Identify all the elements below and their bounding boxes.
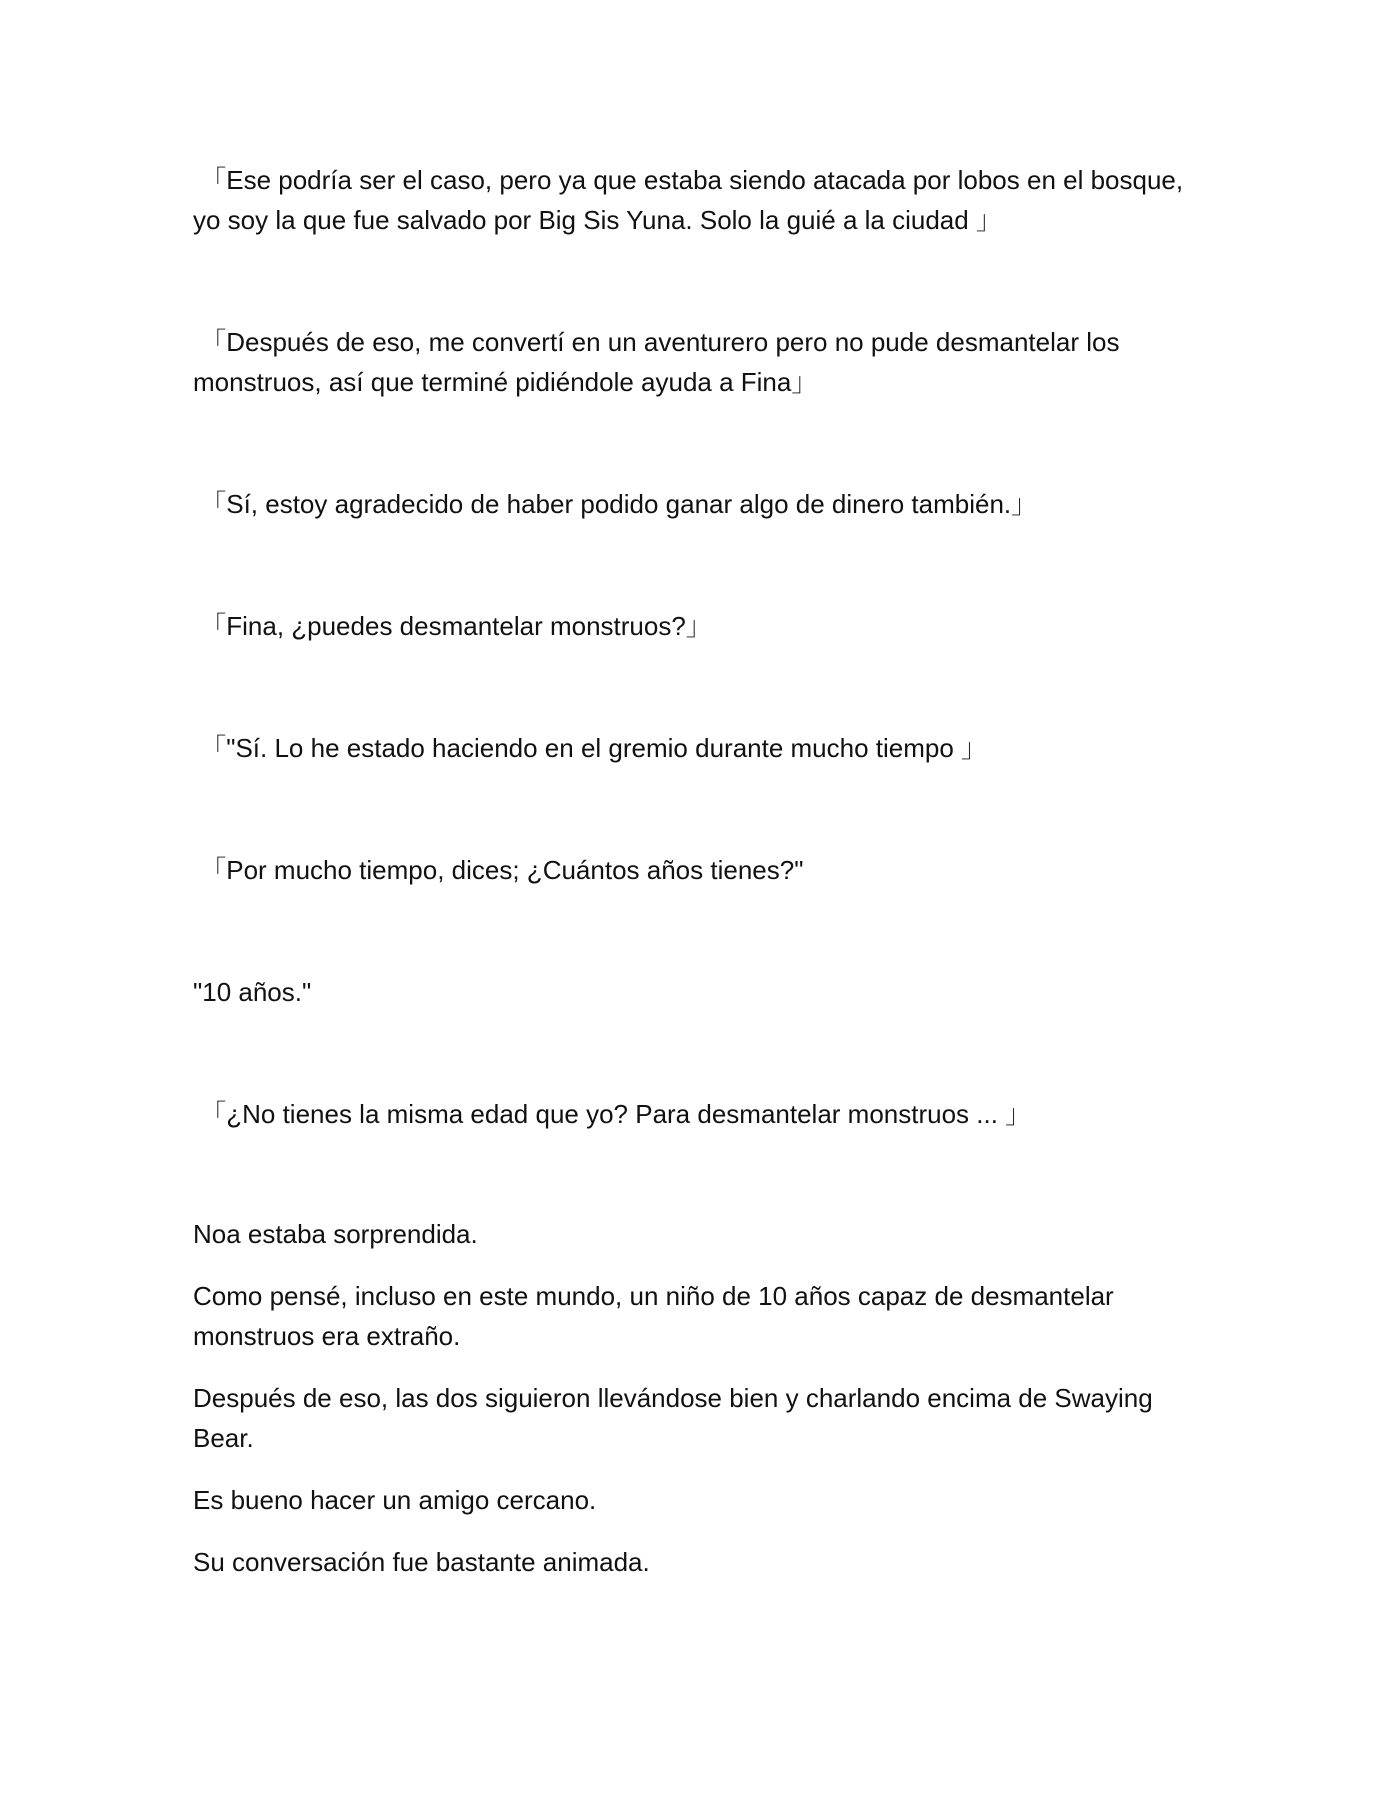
document-page xyxy=(193,160,1193,1604)
dialog-paragraph-3: 「Sí, estoy agradecido de haber podido ganar algo de dinero también.」 xyxy=(193,489,1038,519)
dialog-paragraph-1: 「Ese podría ser el caso, pero ya que estaba siendo atacada por lobos en el bosque, yo soy la que fue salvado por Big Sis Yuna. Solo la guié a la ciudad 」 xyxy=(193,165,1191,235)
dialog-paragraph-6: 「Por mucho tiempo, dices; ¿Cuántos años tienes?" xyxy=(193,855,804,885)
dialog-paragraph-4: 「Fina, ¿puedes desmantelar monstruos?」 xyxy=(193,611,712,641)
dialog-paragraph-7: "10 años." xyxy=(193,977,312,1007)
dialog-paragraph-8: 「¿No tienes la misma edad que yo? Para desmantelar monstruos ... 」 xyxy=(193,1099,1032,1129)
narration-paragraph-1: Noa estaba sorprendida. xyxy=(193,1219,478,1249)
dialog-paragraph-5: 「"Sí. Lo he estado haciendo en el gremio durante mucho tiempo 」 xyxy=(193,733,988,763)
narration-paragraph-5: Su conversación fue bastante animada. xyxy=(193,1547,650,1577)
narration-paragraph-3: Después de eso, las dos siguieron llevándose bien y charlando encima de Swaying Bear. xyxy=(193,1383,1160,1453)
narration-paragraph-4: Es bueno hacer un amigo cercano. xyxy=(193,1485,597,1515)
dialog-paragraph-2: 「Después de eso, me convertí en un aventurero pero no pude desmantelar los monstruos, así que terminé pidiéndole ayuda a Fina」 xyxy=(193,327,1127,397)
narration-paragraph-2: Como pensé, incluso en este mundo, un niño de 10 años capaz de desmantelar monstruos era extraño. xyxy=(193,1281,1121,1351)
